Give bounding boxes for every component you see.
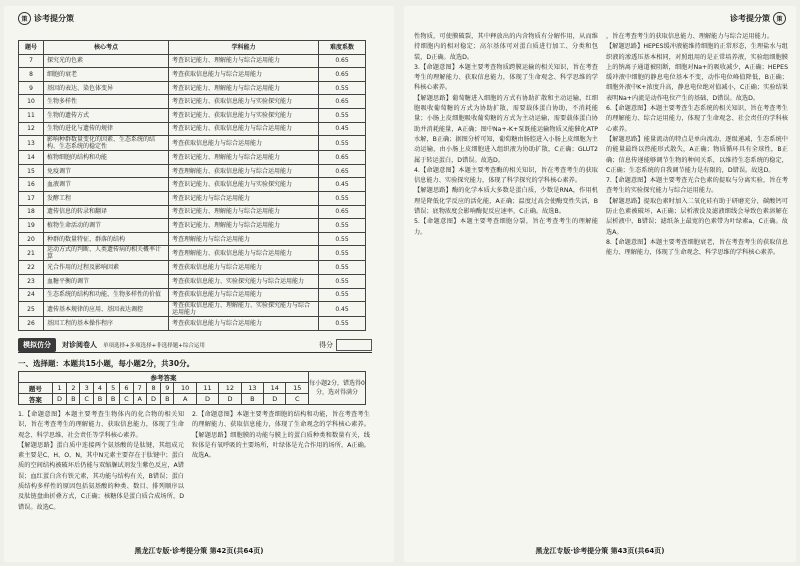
table-row [19,151,366,165]
row-number: 11 [19,108,44,122]
answer-cell: B [161,394,174,405]
row-topic: 运动方式的判断、人类遗传病的相关概率计算 [44,246,169,261]
answer-number-cell: 15 [286,383,309,394]
table-row [19,54,366,68]
row-ability: 考查获取信息能力与综合运用能力 [169,317,319,331]
row-number: 24 [19,288,44,302]
answer-number-cell: 10 [174,383,196,394]
answer-cell: C [120,394,133,405]
row-topic: 细胞的衰老 [44,68,169,82]
header-ability: 学科能力 [169,41,319,55]
row-topic: 植物细胞的结构和功能 [44,151,169,165]
score-label: 得分 [319,341,333,349]
table-row [19,219,366,233]
row-number: 17 [19,191,44,205]
analysis-table-header [19,41,366,55]
row-number: 26 [19,317,44,331]
band-subtitle: 单项选择+多项选择+非选择题+综合运用 [103,343,205,349]
row-topic: 生态系统的结构和功能、生物多样性的价值 [44,288,169,302]
row-ability: 考查获取信息能力与综合运用能力 [169,261,319,275]
row-topic: 免疫调节 [44,164,169,178]
right-page [404,6,796,562]
row-difficulty: 0.55 [319,219,366,233]
answer-cell: B [107,394,120,405]
answer-number-cell: 1 [52,383,67,394]
row-number: 15 [19,164,44,178]
band-title: 对诊阅卷人 [62,341,97,349]
row-ability: 考查获取信息能力与综合运用能力 [169,68,319,82]
row-ability: 考查识记能力、获取信息能力与实验探究能力 [169,108,319,122]
answer-cell: D [196,394,218,405]
row-ability: 考查理解能力与综合运用能力 [169,232,319,246]
answer-number-cell: 12 [219,383,241,394]
score-box [319,339,372,351]
table-row [19,246,366,261]
row-difficulty: 0.65 [319,205,366,219]
row-topic: 发酵工程 [44,191,169,205]
row-difficulty: 0.55 [319,191,366,205]
row-topic: 光合作用的过程及影响因素 [44,261,169,275]
table-row [19,164,366,178]
answer-cell: C [80,394,93,405]
row-topic: 基因工程的基本操作程序 [44,317,169,331]
answer-cell: D [264,394,286,405]
table-row [19,81,366,95]
answer-number-cell: 7 [133,383,146,394]
row-topic: 生物的进化与遗传的规律 [44,122,169,136]
table-row [19,108,366,122]
row-number: 16 [19,178,44,192]
row-difficulty: 0.55 [319,232,366,246]
answer-table-note: 每小题2分，错选得0分，选对得满分 [309,372,366,405]
right-header [730,12,786,25]
left-footer: 黑龙江专版·诊考提分策 第42页(共64页) [134,547,264,555]
answer-number-cell: 13 [241,383,263,394]
header-difficulty: 难度系数 [319,41,366,55]
row-number: 13 [19,136,44,151]
answer-label: 答案 [19,394,53,405]
row-difficulty: 0.65 [319,164,366,178]
table-row [19,68,366,82]
row-ability: 考查获取信息能力、理解能力、实验探究能力与综合运用能力 [169,302,319,317]
row-topic: 生物的遗传方式 [44,108,169,122]
row-number: 14 [19,151,44,165]
row-number: 9 [19,81,44,95]
row-topic: 遗传基本规律的应用、基因表达调控 [44,302,169,317]
row-difficulty: 0.55 [319,108,366,122]
row-ability: 考查识记能力、理解能力与综合运用能力 [169,151,319,165]
table-row [19,261,366,275]
answer-number-cell: 8 [146,383,161,394]
row-difficulty: 0.55 [319,136,366,151]
answer-number-cell: 6 [120,383,133,394]
row-ability: 考查获取信息能力、实验探究能力与综合运用能力 [169,274,319,288]
table-row [19,317,366,331]
row-ability: 考查获取信息能力与综合运用能力 [169,136,319,151]
answer-number-cell: 14 [264,383,286,394]
row-topic: 植物生命活动的调节 [44,219,169,233]
row-ability: 考查识记能力、获取信息能力与实验探究能力 [169,178,319,192]
row-number: 18 [19,205,44,219]
section-band [18,338,372,353]
table-row [19,288,366,302]
row-topic: 生物多样性 [44,95,169,109]
row-difficulty: 0.45 [319,178,366,192]
row-ability: 考查获取信息能力与综合运用能力 [169,288,319,302]
answer-number-cell: 4 [93,383,106,394]
row-ability: 考查识记能力、理解能力与综合运用能力 [169,54,319,68]
row-topic: 血糖平衡的调节 [44,274,169,288]
right-column-1: 性物质，可使膜破裂，其中释放出的内含物质有分解作用，从而维持细胞内的相对稳定；高尔基体可对蛋白质进行加工、分类和包装，D正确。故选D。 3.【命题意图】本题主要考查物质跨膜运输的相关知识，旨在考查考生的理解能力、获取信息能力，体现了生命观念、科学思维的学科核心素养。 【解题思路】葡萄糖进入细胞的方式有协助扩散和主动运输，红细胞吸收葡萄糖的方式为协助扩散，需要载体蛋白协助，不消耗能量；小肠上皮细胞吸收葡萄糖的方式为主动运输，需要载体蛋白协助并消耗能量，A正确；图中Na+-K+泵既能运输物质又能催化ATP水解，B正确；据图分析可知，葡萄糖由肠腔进入小肠上皮细胞为主动运输，由小肠上皮细胞进入组织液为协助扩散，C正确；GLUT2属于转运蛋白，D错误。故选D。 4.【命题意图】本题主要考查酶的相关知识，旨在考查考生的获取信息能力、实验探究能力，体现了科学探究的学科核心素养。 【解题思路】酶的化学本质大多数是蛋白质，少数是RNA，作用机理是降低化学反应的活化能，A正确；温度过高会使酶变性失活，B错误；底物浓度会影响酶促反应速率，C正确。故选B。 5.【命题意图】本题主要考查细胞分裂，旨在考查考生的理解能力。 [414,33,598,236]
table-row [19,232,366,246]
row-number: 19 [19,219,44,233]
brand-logo-icon: 策 [18,12,31,25]
row-number: 22 [19,261,44,275]
paragraph-q1-solution: 【解题思路】蛋白质中连接两个氨基酸的是肽键，其组成元素主要是C、H、O、N，其中N元素主要存在于肽键中；蛋白质的空间结构被破坏后仍能与双缩脲试剂发生紫色反应，A错误；血红蛋白含有铁元素，其功能与结构有关，B错误；蛋白质结构多样性的原因包括氨基酸的种类、数目、排列顺序以及肽链盘曲折叠方式，C正确；核糖体是蛋白质合成场所，D错误。故选C。 [18,441,184,511]
row-difficulty: 0.55 [319,81,366,95]
row-ability: 考查识记能力、理解能力与综合运用能力 [169,219,319,233]
row-topic: 基因的表达、染色体变异 [44,81,169,95]
row-topic: 探究光的色素 [44,54,169,68]
row-difficulty: 0.65 [319,54,366,68]
row-topic: 血液调节 [44,178,169,192]
header-number: 题号 [19,41,44,55]
row-topic: 种群的数量特征、群落的结构 [44,232,169,246]
row-ability: 考查理解能力、获取信息能力与综合运用能力 [169,246,319,261]
answer-table-title: 参考答案 [19,372,309,383]
explanation-col-1 [18,410,184,545]
row-number: 23 [19,274,44,288]
row-number: 7 [19,54,44,68]
left-page [4,6,394,562]
answer-number-label: 题号 [19,383,53,394]
left-header [18,12,74,25]
row-topic: 影响种群数量变化的因素、生态系统的结构、生态系统的稳定性 [44,136,169,151]
answer-number-cell: 9 [161,383,174,394]
answer-table [18,371,366,405]
row-ability: 考查理解能力、获取信息能力与综合运用能力 [169,164,319,178]
header-topic: 核心考点 [44,41,169,55]
answer-cell: D [219,394,241,405]
section-title: 一、选择题：本题共15小题，每小题2分，共30分。 [18,359,195,368]
row-difficulty: 0.55 [319,317,366,331]
row-difficulty: 0.45 [319,122,366,136]
answer-cell: B [241,394,263,405]
analysis-table [18,40,366,331]
row-ability: 考查识记能力、获取信息能力与综合运用能力 [169,122,319,136]
right-column-2: ，旨在考查考生的获取信息能力、理解能力与综合运用能力。 【解题思路】HEPES缓冲液能维持细胞的正常形态，生理盐水与组织液的渗透压基本相同，对照组用的是正常培养液，实验组细胞膜上的钠离子通道被阻断，细胞对Na+的吸收减少，A正确；HEPES缓冲液中细胞的静息电位基本不变，动作电位峰值降低，B正确；细胞外液中K+浓度升高，静息电位绝对值减小，C正确；实验结果表明Na+内流是动作电位产生的基础，D错误。故选D。 6.【命题意图】本题主要考查生态系统的相关知识，旨在考查考生的理解能力、综合运用能力，体现了生命观念、社会责任的学科核心素养。 【解题思路】能量流动的特点是单向流动、逐级递减，生态系统中的能量最终以热能形式散失，A正确；物质循环具有全球性，B正确；信息传递能够调节生物的种间关系，以维持生态系统的稳定，C正确；生态系统的自我调节能力是有限的，D错误。故选D。 7.【命题意图】本题主要考查光合色素的提取与分离实验，旨在考查考生的实验探究能力与综合运用能力。 【解题思路】提取色素时加入二氧化硅有助于研磨充分，碳酸钙可防止色素被破坏，A正确；层析液没及滤液细线会导致色素溶解在层析液中，B错误；滤纸条上最宽的色素带为叶绿素a，C正确。故选A。 8.【命题意图】本题主要考查细胞衰老，旨在考查考生的获取信息能力、理解能力，体现了生命观念、科学思维的学科核心素养。 [606,33,788,257]
answer-cell: C [286,394,309,405]
table-row [19,122,366,136]
paragraph-q1-intent: 1.【命题意图】本题主要考查生物体内的化合物的相关知识，旨在考查考生的理解能力、获取信息能力，体现了生命观念、科学思维、社会责任等学科核心素养。 [18,411,184,439]
right-footer: 黑龙江专版·诊考提分策 第43页(共64页) [535,547,665,555]
answer-number-cell: 5 [107,383,120,394]
row-difficulty: 0.65 [319,151,366,165]
row-number: 21 [19,246,44,261]
row-topic: 遗传信息的转录和翻译 [44,205,169,219]
answer-cell: A [174,394,196,405]
row-ability: 考查识记能力、理解能力与综合运用能力 [169,205,319,219]
row-difficulty: 0.55 [319,246,366,261]
table-row [19,136,366,151]
table-row [19,178,366,192]
left-header-brand: 诊考提分策 [34,14,74,23]
table-row [19,302,366,317]
table-row [19,191,366,205]
table-row [19,205,366,219]
row-difficulty: 0.55 [319,274,366,288]
answer-cell: B [93,394,106,405]
row-difficulty: 0.65 [319,95,366,109]
answer-number-cell: 11 [196,383,218,394]
row-ability: 考查识记能力、获取信息能力与实验探究能力 [169,95,319,109]
row-number: 20 [19,232,44,246]
row-difficulty: 0.65 [319,68,366,82]
answer-cell: D [52,394,67,405]
table-row [19,95,366,109]
explanation-col-2: 2.【命题意图】本题主要考查细胞的结构和功能，旨在考查考生的理解能力、获取信息能力，体现了生命观念的学科核心素养。【解题思路】细胞膜的功能与膜上的蛋白质种类和数量有关，线粒体是有氧呼吸的主要场所，叶绿体是光合作用的场所，A正确。故选A。 [192,411,370,460]
row-difficulty: 0.55 [319,288,366,302]
score-field [336,339,372,351]
answer-cell: A [133,394,146,405]
answer-number-cell: 2 [67,383,80,394]
right-header-brand: 诊考提分策 [730,14,770,23]
row-number: 10 [19,95,44,109]
row-ability: 考查识记能力与综合运用能力 [169,191,319,205]
row-difficulty: 0.55 [319,261,366,275]
answer-cell: B [67,394,80,405]
row-number: 25 [19,302,44,317]
answer-cell: D [146,394,161,405]
band-tag: 模拟仿分 [18,338,56,352]
row-ability: 考查识记能力、理解能力与综合运用能力 [169,81,319,95]
row-number: 8 [19,68,44,82]
table-row [19,274,366,288]
row-number: 12 [19,122,44,136]
answer-number-cell: 3 [80,383,93,394]
brand-logo-icon: 策 [773,12,786,25]
row-difficulty: 0.45 [319,302,366,317]
